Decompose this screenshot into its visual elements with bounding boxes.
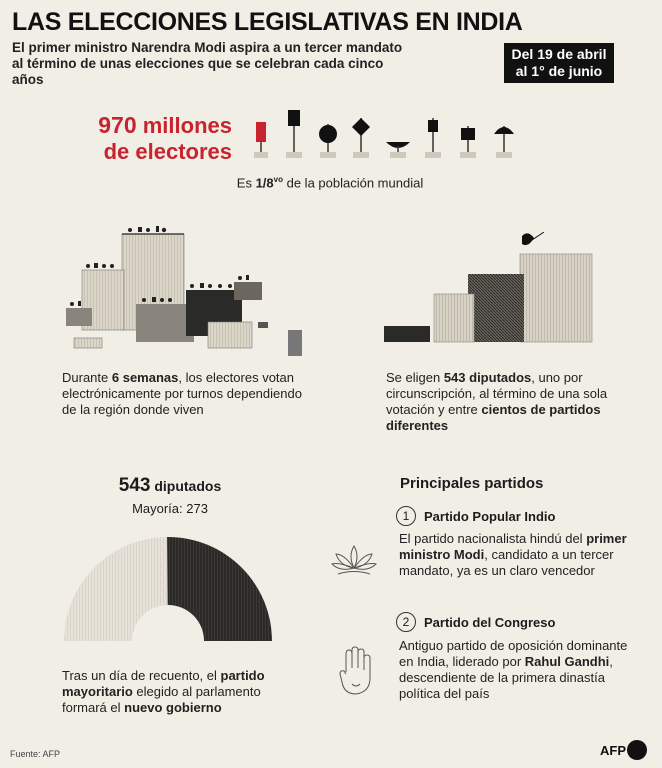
majority-label: Mayoría: 273 [132, 501, 208, 516]
party-1-title [396, 506, 555, 526]
deputies-t1: Se eligen [386, 370, 444, 385]
ballot-symbols-illustration [246, 100, 536, 162]
weeks-b1: 6 semanas [111, 370, 179, 385]
weeks-t2: , los electores votan electrónicamente por turnos dependiendo de la región donde viven [62, 370, 302, 417]
seats-label: diputados [154, 478, 222, 494]
voters-count [92, 112, 232, 165]
population-fraction: 1/8 [255, 175, 274, 191]
outcome-b1: partido mayoritario [62, 668, 265, 699]
afp-logo-dot [627, 740, 647, 760]
party-2-name: Partido del Congreso [424, 614, 556, 630]
voters-unit: millones [142, 113, 232, 138]
bird-icon [522, 232, 544, 245]
parties-heading: Principales partidos [400, 475, 544, 492]
outcome-description [62, 668, 302, 716]
subtitle-line-2: al término de unas elecciones que se celebran cada cinco años [12, 56, 384, 87]
deputies-b1: 543 diputados [443, 370, 532, 385]
population-prefix: Es [236, 175, 256, 191]
hemicycle-majority-segment [167, 537, 272, 641]
voters-line-2: de electores [103, 139, 232, 164]
party-2-title [396, 612, 555, 632]
party-1-number: 1 [396, 506, 416, 526]
symbol-red-bar [254, 122, 268, 158]
party-2-description [399, 638, 629, 702]
seats-title [100, 475, 240, 497]
symbol-bowl [386, 142, 410, 158]
population-rest: de la población mundial [283, 175, 424, 191]
outcome-t2: elegido al parlamento formará el [62, 684, 261, 715]
parliament-steps-illustration [382, 232, 622, 344]
population-suffix: vo [273, 175, 283, 184]
parliament-hemicycle [64, 533, 272, 643]
date-line-1: Del 19 de abril [511, 46, 607, 62]
hand-icon [338, 646, 374, 698]
subtitle [12, 40, 412, 88]
page-title: LAS ELECCIONES LEGISLATIVAS EN INDIA [12, 8, 523, 36]
party-2-number: 2 [396, 612, 416, 632]
hemicycle-minority-segment [64, 537, 168, 641]
afp-logo-text: AFP [600, 742, 626, 758]
symbol-umbrella [494, 126, 514, 158]
party-1-t1: El partido nacionalista hindú del [399, 531, 587, 546]
weeks-description [62, 370, 302, 418]
voting-regions-illustration [60, 222, 310, 362]
seats-number: 543 [118, 475, 151, 496]
symbol-diamond [352, 118, 370, 158]
symbol-square [460, 126, 476, 158]
lotus-icon [330, 542, 378, 578]
date-line-2: al 1° de junio [515, 63, 603, 79]
population-note [200, 175, 460, 190]
deputies-t2: , uno por circunscripción, al término de una sola votación y entre [386, 370, 608, 417]
party-1-b1: primer ministro Modi [399, 531, 627, 562]
subtitle-line-1: El primer ministro Narendra Modi aspira a un tercer mandato [12, 40, 403, 55]
voters-number: 970 [98, 112, 137, 138]
symbol-circle [319, 124, 337, 158]
outcome-t1: Tras un día de recuento, el [62, 668, 221, 683]
symbol-tall-flag [286, 110, 302, 158]
party-1-description [399, 531, 629, 579]
deputies-b2: cientos de partidos diferentes [386, 402, 601, 433]
outcome-b2: nuevo gobierno [124, 700, 222, 715]
date-badge [504, 43, 614, 83]
party-2-t2: , descendiente de la primera dinastía política del país [399, 654, 613, 701]
afp-logo [600, 740, 647, 760]
party-1-t2: , candidato a un tercer mandato, ya es un claro vencedor [399, 547, 614, 578]
deputies-description [386, 370, 616, 434]
party-2-t1: Antiguo partido de oposición dominante en India, liderado por [399, 638, 628, 669]
symbol-small-flag [425, 118, 441, 158]
source-note: Fuente: AFP [10, 749, 61, 759]
weeks-t1: Durante [62, 370, 112, 385]
party-1-name: Partido Popular Indio [424, 508, 556, 524]
party-2-b1: Rahul Gandhi [524, 654, 610, 669]
